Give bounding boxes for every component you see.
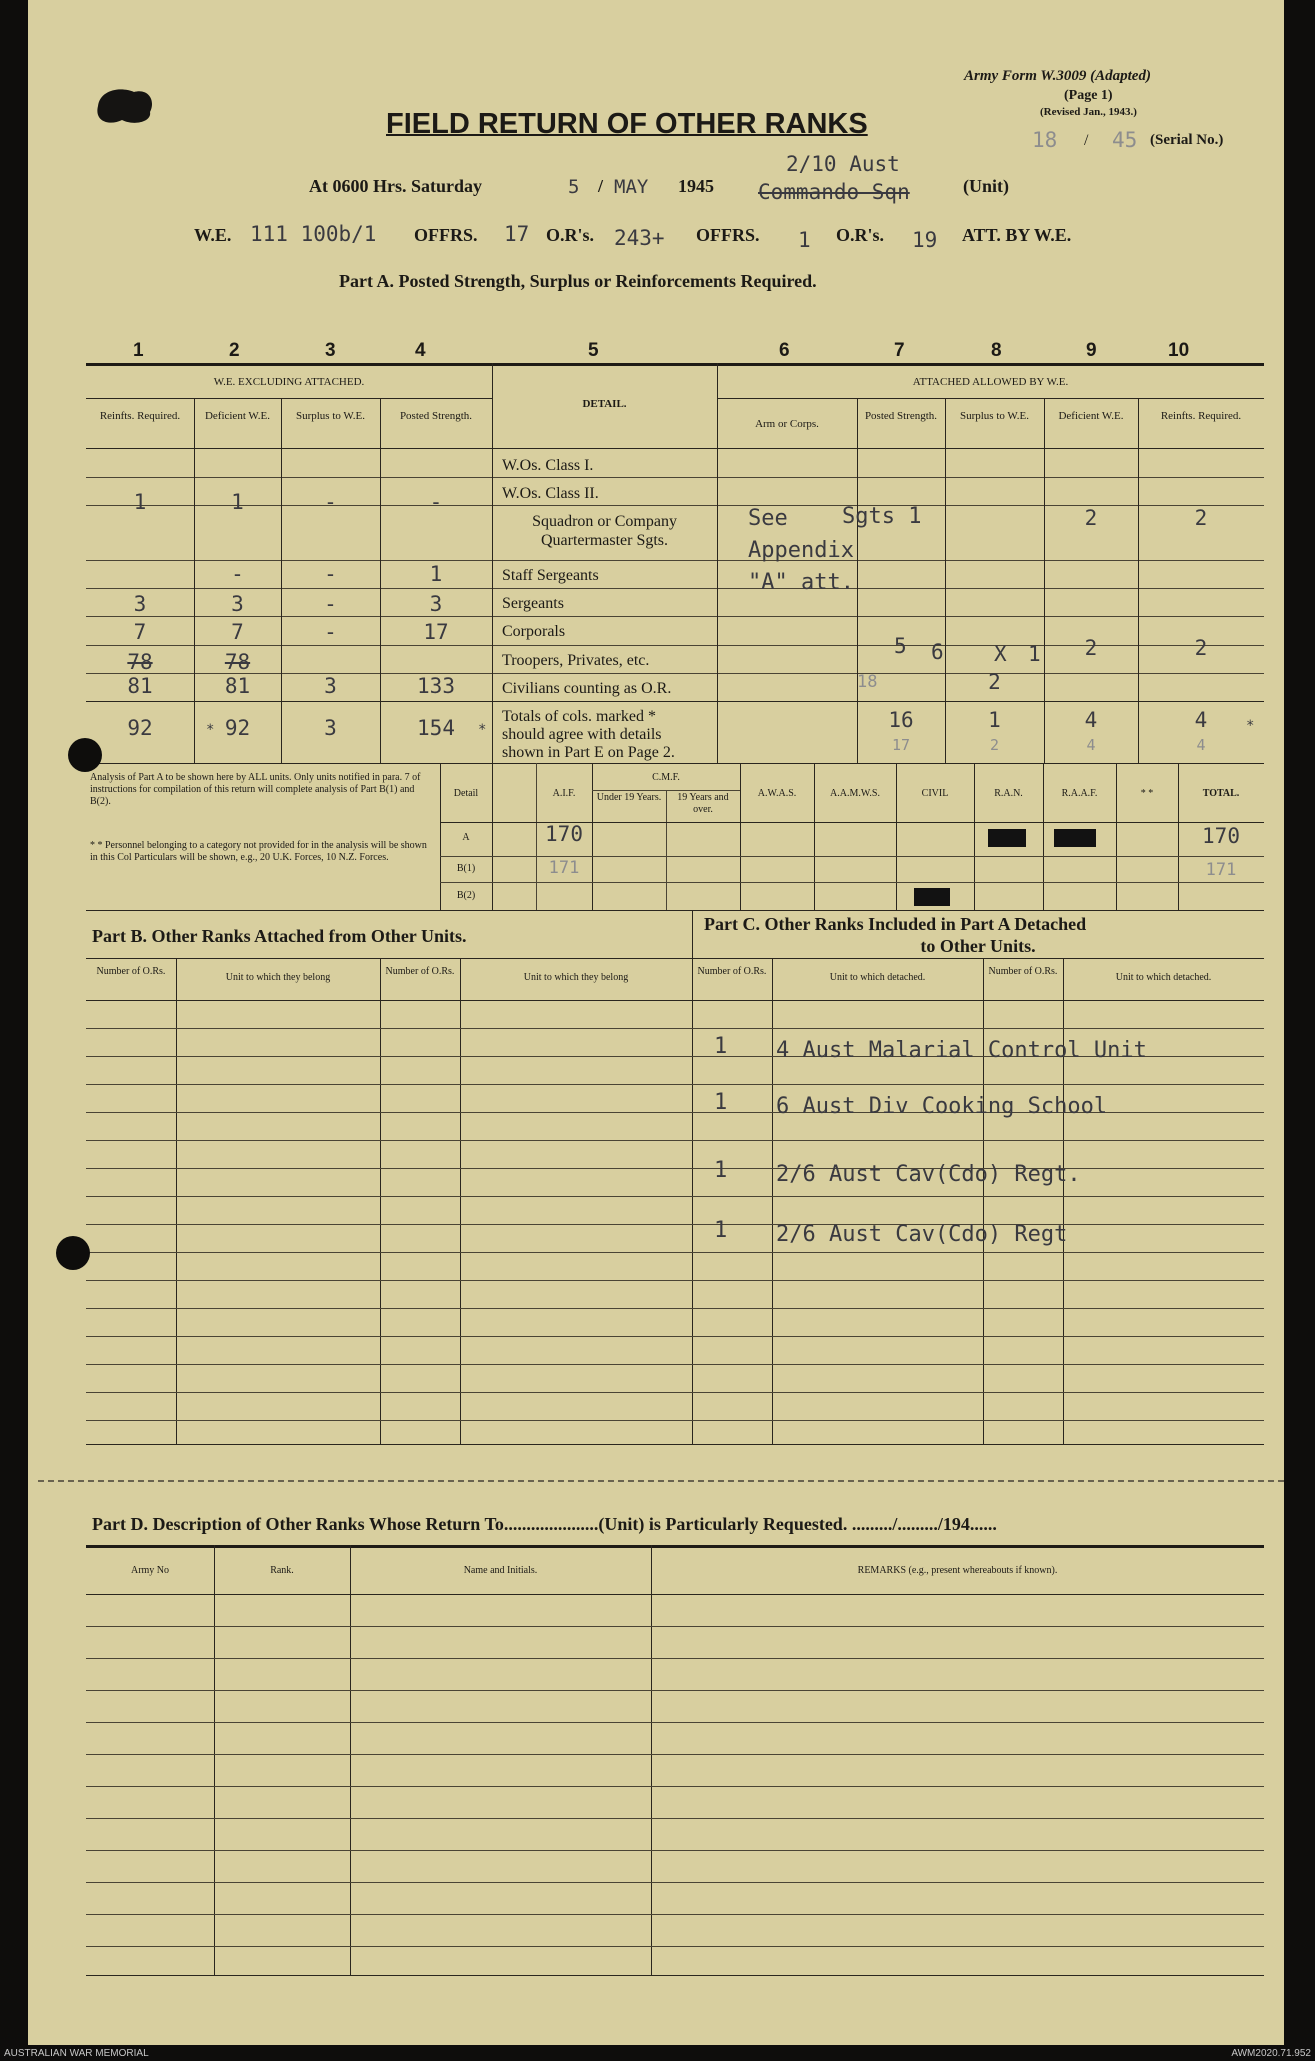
tpr-att-posted-b: 6 — [931, 640, 944, 664]
offrs2-label: OFFRS. — [696, 225, 760, 245]
form-page: (Page 1) — [1064, 88, 1113, 103]
tpr-surplus: 3 — [324, 674, 337, 698]
we-value: 111 100b/1 — [250, 222, 377, 246]
ss-posted: 1 — [429, 562, 443, 586]
ors2-value: 19 — [912, 228, 938, 252]
unit-bottom: Commando Sqn — [758, 180, 910, 204]
ruled-line — [86, 1364, 1264, 1365]
att-label: ATT. BY W.E. — [962, 225, 1072, 245]
sqms-att-posted: Sgts 1 — [842, 504, 922, 529]
tpr-posted: 133 — [417, 674, 455, 698]
wo2-deficient: 1 — [231, 490, 244, 514]
ss-arm: "A" att. — [748, 570, 854, 595]
sgt-deficient: 3 — [231, 592, 244, 616]
detail-wo1: W.Os. Class I. — [502, 457, 594, 474]
cpl-posted: 17 — [423, 620, 449, 644]
ors2-label: O.R's. — [836, 225, 885, 245]
analysis-note-2: * * Personnel belonging to a category not provided for in the analysis will be shown in this Col Particulars will be shown, e.g., 20 U.K. Forces, 10 N.Z. Forces. — [90, 840, 427, 863]
ruled-line — [86, 1084, 1264, 1085]
unit-label: (Unit) — [963, 176, 1009, 196]
part-b-h3: Number of O.Rs. — [385, 966, 455, 977]
analysis-detail-head: Detail — [453, 788, 479, 799]
col-number-2: 2 — [229, 340, 240, 361]
civ-att-surplus: 2 — [988, 670, 1001, 694]
detail-corporals: Corporals — [502, 623, 566, 640]
form-revised: (Revised Jan., 1943.) — [1040, 106, 1137, 118]
tpr-att-posted: 5 — [894, 634, 907, 658]
col-number-10: 10 — [1168, 340, 1190, 361]
total-reinfts: 92 — [127, 716, 153, 740]
analysis-aamws-head: A.A.M.W.S. — [830, 788, 880, 799]
detail-troopers: Troopers, Privates, etc. — [502, 652, 650, 669]
ors-value: 243+ — [614, 226, 665, 250]
ss-deficient: - — [231, 562, 244, 586]
redaction-raaf-a — [1054, 829, 1096, 847]
unit-top: 2/10 Aust — [786, 152, 900, 176]
part-c-entry-4-n: 1 — [714, 1218, 728, 1243]
col-number-5: 5 — [588, 340, 599, 361]
part-c-entry-3-unit: 2/6 Aust Cav(Cdo) Regt. — [776, 1162, 1081, 1187]
ss-surplus: - — [324, 562, 337, 586]
part-b-h2: Unit to which they belong — [225, 972, 331, 983]
col-head-posted: Posted Strength. — [399, 410, 473, 422]
part-c-h3: Number of O.Rs. — [988, 966, 1058, 977]
analysis-row-b2: B(2) — [456, 890, 476, 901]
total-star-1: * — [206, 722, 215, 738]
analysis-other-head: * * — [1140, 788, 1154, 799]
total-att-deficient: 4 — [1084, 708, 1098, 732]
serial-a: 18 — [1032, 128, 1058, 152]
sgt-surplus: - — [324, 592, 337, 616]
detail-civilians: Civilians counting as O.R. — [502, 680, 672, 697]
sqms-arm: See — [748, 506, 788, 531]
part-d-title: Part D. Description of Other Ranks Whose Return To.....................(Unit) is Particularly Requested. ........./........./194...... — [92, 1514, 997, 1534]
ors-label: O.R's. — [546, 225, 595, 245]
ruled-line — [86, 1690, 1264, 1691]
at-prefix: At 0600 Hrs. Saturday — [309, 176, 483, 196]
ruled-line — [86, 1028, 1264, 1029]
detail-sergeants: Sergeants — [502, 595, 564, 612]
total-att-surplus-pen: 2 — [989, 736, 1000, 754]
ruled-line — [86, 1252, 1264, 1253]
left-group-heading: W.E. EXCLUDING ATTACHED. — [213, 376, 365, 388]
right-group-heading: ATTACHED ALLOWED BY W.E. — [912, 376, 1069, 388]
part-d-name: Name and Initials. — [463, 1565, 538, 1576]
total-att-surplus: 1 — [988, 708, 1001, 732]
detail-heading: DETAIL. — [582, 398, 627, 410]
form-sheet — [28, 0, 1284, 2045]
analysis-total-head: TOTAL. — [1202, 788, 1240, 799]
perforation-line — [38, 1480, 1284, 1482]
cpl-deficient: 7 — [231, 620, 244, 644]
tpr-att-deficient: 2 — [1084, 636, 1098, 660]
col-number-8: 8 — [991, 340, 1002, 361]
offrs-label: OFFRS. — [414, 225, 478, 245]
wo2-reinfts: 1 — [133, 490, 147, 514]
ink-blot-icon — [90, 82, 160, 128]
ruled-line — [86, 1722, 1264, 1723]
at-day: 5 — [568, 176, 580, 198]
sqms-att-reinfts: 2 — [1194, 506, 1208, 530]
ruled-line — [86, 1140, 1264, 1141]
analysis-cmf-head: C.M.F. — [652, 772, 680, 783]
at-year: 1945 — [678, 176, 714, 196]
at-sep: / — [598, 176, 604, 196]
wo2-posted: - — [429, 490, 443, 514]
ruled-line — [86, 1392, 1264, 1393]
part-b-title: Part B. Other Ranks Attached from Other Units. — [92, 926, 467, 946]
part-c-entry-3-n: 1 — [714, 1158, 728, 1183]
ruled-line — [86, 1882, 1264, 1883]
at-month: MAY — [614, 176, 649, 198]
tpr-att-surplus-x: X — [994, 642, 1007, 666]
col-number-6: 6 — [779, 340, 790, 361]
total-deficient: 92 — [224, 716, 251, 740]
part-a-title: Part A. Posted Strength, Surplus or Reinforcements Required. — [339, 271, 817, 291]
analysis-aif-head: A.I.F. — [552, 788, 576, 799]
total-att-posted-pen: 17 — [891, 736, 911, 754]
footer-right: AWM2020.71.952 — [1231, 2048, 1311, 2059]
totals-text-3: shown in Part E on Page 2. — [502, 744, 675, 761]
ruled-line — [86, 1850, 1264, 1851]
cpl-surplus: - — [324, 620, 337, 644]
part-d-army-no: Army No — [130, 1565, 170, 1576]
total-star-3: * — [1246, 718, 1255, 734]
col-head-arm: Arm or Corps. — [755, 418, 819, 430]
part-b-h1: Number of O.Rs. — [96, 966, 166, 977]
part-c-h1: Number of O.Rs. — [697, 966, 767, 977]
total-star-2: * — [478, 722, 487, 738]
ruled-line — [86, 1818, 1264, 1819]
tpr-att-surplus: 1 — [1028, 642, 1041, 666]
ruled-line — [86, 1420, 1264, 1421]
ruled-line — [86, 1754, 1264, 1755]
sqms-att-deficient: 2 — [1084, 506, 1098, 530]
part-c-entry-4-unit: 2/6 Aust Cav(Cdo) Regt — [776, 1222, 1068, 1247]
analysis-ran-head: R.A.N. — [994, 788, 1023, 799]
totals-text-1: Totals of cols. marked * — [502, 708, 656, 725]
col-head-att-deficient: Deficient W.E. — [1058, 410, 1124, 422]
ruled-line — [86, 1946, 1264, 1947]
ruled-line — [86, 1308, 1264, 1309]
ruled-line — [86, 1658, 1264, 1659]
serial-b: 45 — [1112, 128, 1138, 152]
analysis-raaf-head: R.A.A.F. — [1061, 788, 1098, 799]
offrs-value: 17 — [504, 222, 530, 246]
col-head-reinfts: Reinfts. Required. — [99, 410, 181, 422]
col-head-surplus: Surplus to W.E. — [295, 410, 366, 422]
part-c-entry-1-unit: 4 Aust Malarial Control Unit — [776, 1038, 1147, 1063]
part-c-entry-2-unit: 6 Aust Div Cooking School — [776, 1094, 1108, 1119]
wo2-surplus: - — [324, 490, 337, 514]
part-b-h4: Unit to which they belong — [523, 972, 629, 983]
part-c-title-1: Part C. Other Ranks Included in Part A Detached — [704, 914, 1087, 934]
col-number-1: 1 — [133, 340, 144, 361]
serial-label: (Serial No.) — [1150, 132, 1224, 148]
offrs2-value: 1 — [798, 228, 811, 252]
analysis-over19-head: 19 Years and over. — [677, 792, 729, 815]
civ-pen-note: 18 — [857, 672, 878, 692]
total-b1-value: 171 — [1205, 860, 1237, 880]
tpr-att-reinfts: 2 — [1194, 636, 1208, 660]
detail-sqms-1: Squadron or Company — [532, 513, 677, 530]
col-head-att-posted: Posted Strength. — [864, 410, 938, 422]
analysis-row-b1: B(1) — [456, 863, 476, 874]
part-c-h4: Unit to which detached. — [1115, 972, 1212, 983]
ruled-line — [86, 1786, 1264, 1787]
total-att-posted: 16 — [888, 708, 914, 732]
serial-sep: / — [1084, 132, 1089, 149]
detail-sqms-2: Quartermaster Sgts. — [540, 532, 669, 549]
footer-left: AUSTRALIAN WAR MEMORIAL — [4, 2048, 149, 2059]
total-posted: 154 — [417, 716, 455, 740]
total-surplus: 3 — [324, 716, 337, 740]
part-c-title-2: to Other Units. — [920, 936, 1036, 956]
ruled-line — [86, 1224, 1264, 1225]
detail-wo2: W.Os. Class II. — [502, 485, 599, 502]
redaction-civil-b2 — [914, 888, 950, 906]
part-c-entry-2-n: 1 — [714, 1090, 728, 1115]
punch-hole-top — [68, 738, 102, 772]
total-a-value: 170 — [1202, 824, 1240, 848]
aif-b1-value: 171 — [548, 858, 580, 878]
sqms-arm-2: Appendix — [748, 538, 854, 563]
form-number: Army Form W.3009 (Adapted) — [964, 68, 1151, 84]
col-head-deficient: Deficient W.E. — [204, 410, 271, 422]
col-number-9: 9 — [1086, 340, 1097, 361]
col-number-3: 3 — [325, 340, 336, 361]
total-att-reinfts: 4 — [1194, 708, 1208, 732]
total-att-reinfts-pen: 4 — [1196, 736, 1206, 754]
ruled-line — [86, 1626, 1264, 1627]
col-number-7: 7 — [894, 340, 905, 361]
sgt-reinfts: 3 — [133, 592, 147, 616]
part-d-rank: Rank. — [270, 1565, 294, 1576]
analysis-note-1: Analysis of Part A to be shown here by ALL units. Only units notified in para. 7 of instructions for compilation of this return will complete analysis of Part B(1) and B(2). — [90, 772, 421, 807]
ruled-line — [86, 1914, 1264, 1915]
ruled-line — [86, 1168, 1264, 1169]
aif-a-value: 170 — [545, 822, 583, 846]
redaction-ran-a — [988, 829, 1026, 847]
ruled-line — [86, 1196, 1264, 1197]
tpr-reinfts-struck: 78 — [127, 650, 153, 674]
total-att-deficient-pen: 4 — [1086, 736, 1096, 754]
tpr-deficient: 81 — [224, 674, 251, 698]
col-head-att-surplus: Surplus to W.E. — [959, 410, 1030, 422]
ruled-line — [86, 1336, 1264, 1337]
detail-staff-sgt: Staff Sergeants — [502, 567, 599, 584]
analysis-under19-head: Under 19 Years. — [596, 792, 662, 803]
totals-text-2: should agree with details — [502, 726, 662, 743]
ruled-line — [86, 1280, 1264, 1281]
analysis-row-a: A — [462, 832, 470, 843]
we-label: W.E. — [194, 225, 232, 245]
analysis-awas-head: A.W.A.S. — [757, 788, 797, 799]
part-c-entry-1-n: 1 — [714, 1034, 728, 1059]
tpr-reinfts: 81 — [127, 674, 153, 698]
cpl-reinfts: 7 — [133, 620, 147, 644]
part-d-remarks: REMARKS (e.g., present whereabouts if known). — [857, 1565, 1058, 1576]
sgt-posted: 3 — [429, 592, 443, 616]
punch-hole-bottom — [56, 1236, 90, 1270]
part-c-h2: Unit to which detached. — [829, 972, 926, 983]
col-number-4: 4 — [415, 340, 426, 361]
page-title: FIELD RETURN OF OTHER RANKS — [386, 108, 868, 140]
analysis-civil-head: CIVIL — [921, 788, 949, 799]
col-head-att-reinfts: Reinfts. Required. — [1160, 410, 1242, 422]
tpr-deficient-struck: 78 — [224, 650, 251, 674]
